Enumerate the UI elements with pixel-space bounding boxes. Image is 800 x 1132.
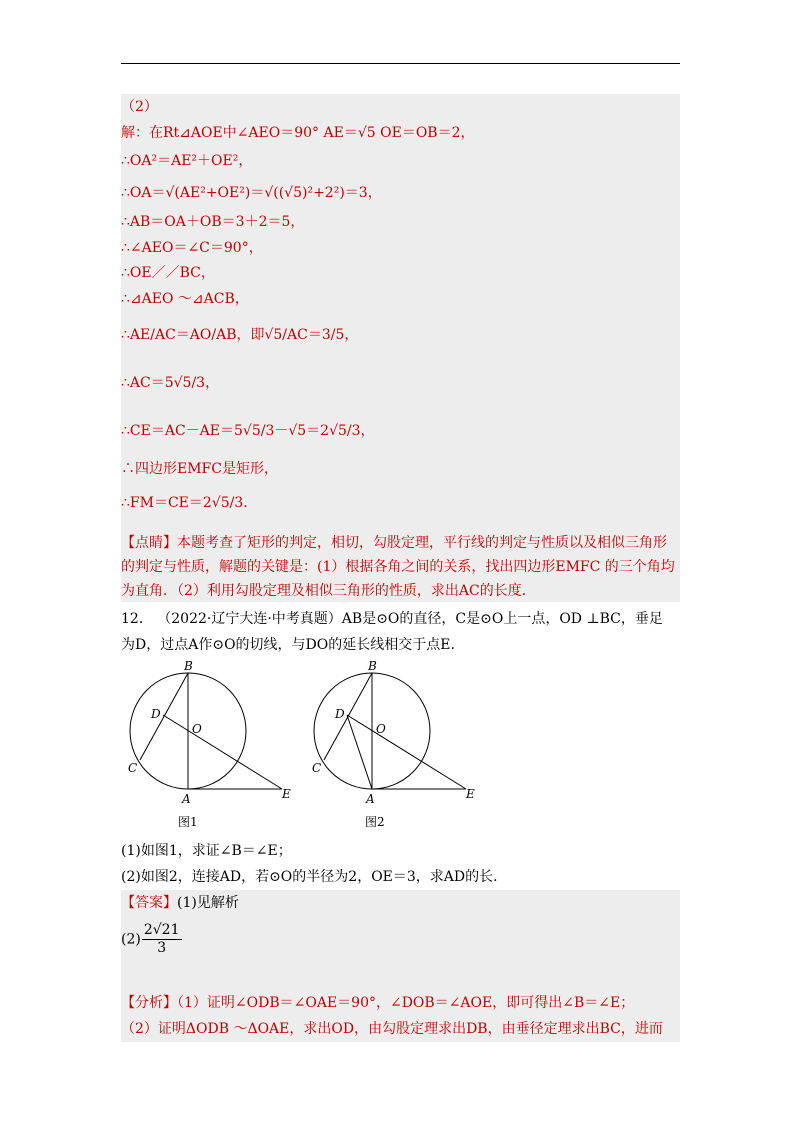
fig2-label-C: C	[312, 761, 322, 775]
solution-line-1-text: 解：在Rt⊿AOE中∠AEO＝90° AE＝√5 OE＝OB＝2，	[121, 125, 475, 141]
analysis-line-1	[121, 994, 634, 1012]
solution-line-2	[121, 152, 252, 170]
solution-line-6-text: ∴OE／／BC，	[121, 265, 215, 281]
solution-line-5-text: ∴∠AEO＝∠C＝90°，	[121, 240, 263, 256]
solution-line-10	[121, 422, 375, 440]
answer-tag: 【答案】	[121, 895, 177, 911]
analysis-tag: 【分析】	[121, 995, 177, 1011]
fig1-caption: 图1	[178, 815, 198, 829]
answer-line-2	[121, 922, 183, 957]
answer-line-1	[121, 894, 239, 912]
fig2-line-AD	[347, 715, 372, 789]
solution-line-12	[121, 494, 257, 512]
geometry-figures	[120, 660, 500, 830]
answer-fraction	[142, 922, 182, 957]
fig1-label-O: O	[192, 722, 202, 736]
comment-line-1	[121, 534, 667, 552]
fig1-label-D: D	[151, 707, 161, 721]
solution-line-3	[121, 184, 382, 202]
solution-line-11	[121, 460, 278, 478]
fig1-label-E: E	[282, 787, 291, 801]
solution-line-11-text: ∴四边形EMFC是矩形，	[121, 461, 278, 477]
fig1-label-B: B	[184, 660, 193, 673]
solution-line-5	[121, 239, 263, 257]
question-2: (2)如图2，连接AD，若⊙O的半径为2，OE＝3，求AD的长．	[121, 869, 508, 885]
solution-line-1	[121, 124, 475, 142]
fig2-caption: 图2	[365, 815, 385, 829]
question-1: (1)如图1，求证∠B＝∠E；	[121, 843, 292, 859]
fig2-label-O: O	[376, 722, 386, 736]
solution-line-9	[121, 374, 219, 392]
solution-line-8-text: ∴AE/AC＝AO/AB，即√5/AC＝3/5，	[121, 327, 359, 343]
comment-line-3	[121, 582, 536, 600]
solution-line-4-text: ∴AB＝OA＋OB＝3＋2＝5，	[121, 214, 305, 230]
solution-line-7	[121, 290, 249, 308]
solution-line-4	[121, 213, 304, 231]
problem-line-2: 为D，过点A作⊙O的切线，与DO的延长线相交于点E．	[121, 637, 465, 653]
comment-text-3: 为直角．（2）利用勾股定理及相似三角形的性质，求出AC的长度．	[121, 583, 536, 599]
comment-text-2: 的判定与性质，解题的关键是：(1）根据各角之间的关系，找出四边形EMFC 的三个角均	[121, 559, 675, 575]
solution-line-3-text: ∴OA＝√(AE²+OE²)＝√((√5)²+2²)＝3，	[121, 185, 382, 201]
solution-block	[121, 94, 680, 602]
solution-line-7-text: ∴⊿AEO ～⊿ACB，	[121, 291, 249, 307]
analysis-text-1: （1）证明∠ODB＝∠OAE＝90°，∠DOB＝∠AOE，即可得出∠B＝∠E；	[177, 995, 635, 1011]
figure-1	[128, 660, 291, 806]
problem-line-1: 12． （2022·辽宁大连·中考真题）AB是⊙O的直径，C是⊙O上一点，OD ⊥BC，垂足	[121, 611, 663, 627]
answer-part2-prefix: (2)	[121, 931, 141, 948]
figure-2	[312, 660, 475, 806]
solution-line-8	[121, 326, 358, 344]
fig1-line-BC	[140, 673, 188, 760]
comment-text-1: 本题考查了矩形的判定，相切，勾股定理，平行线的判定与性质以及相似三角形	[177, 535, 667, 551]
solution-line-6	[121, 264, 215, 282]
solution-line-9-text: ∴AC＝5√5/3，	[121, 375, 220, 391]
fig1-label-C: C	[128, 761, 138, 775]
answer-denominator: 3	[157, 940, 167, 956]
fig2-label-E: E	[466, 787, 475, 801]
comment-tag: 【点睛】	[121, 535, 177, 551]
solution-line-2-text: ∴OA²＝AE²＋OE²，	[121, 153, 253, 169]
header-rule	[121, 63, 680, 64]
fig2-label-A: A	[366, 792, 375, 806]
answer-part1: (1)见解析	[177, 895, 239, 911]
fig2-label-D: D	[335, 707, 345, 721]
solution-line-10-text: ∴CE＝AC－AE＝5√5/3－√5＝2√5/3，	[121, 423, 375, 439]
part-label: （2）	[121, 99, 158, 115]
analysis-line-2: （2）证明ΔODB ～ΔOAE，求出OD，由勾股定理求出DB，由垂径定理求出BC，进而	[121, 1021, 663, 1037]
solution-line-12-text: ∴FM＝CE＝2√5/3．	[121, 495, 258, 511]
answer-numerator: 2√21	[143, 922, 180, 938]
fig1-label-A: A	[182, 792, 191, 806]
fig2-label-B: B	[368, 660, 377, 673]
comment-line-2	[121, 558, 675, 576]
